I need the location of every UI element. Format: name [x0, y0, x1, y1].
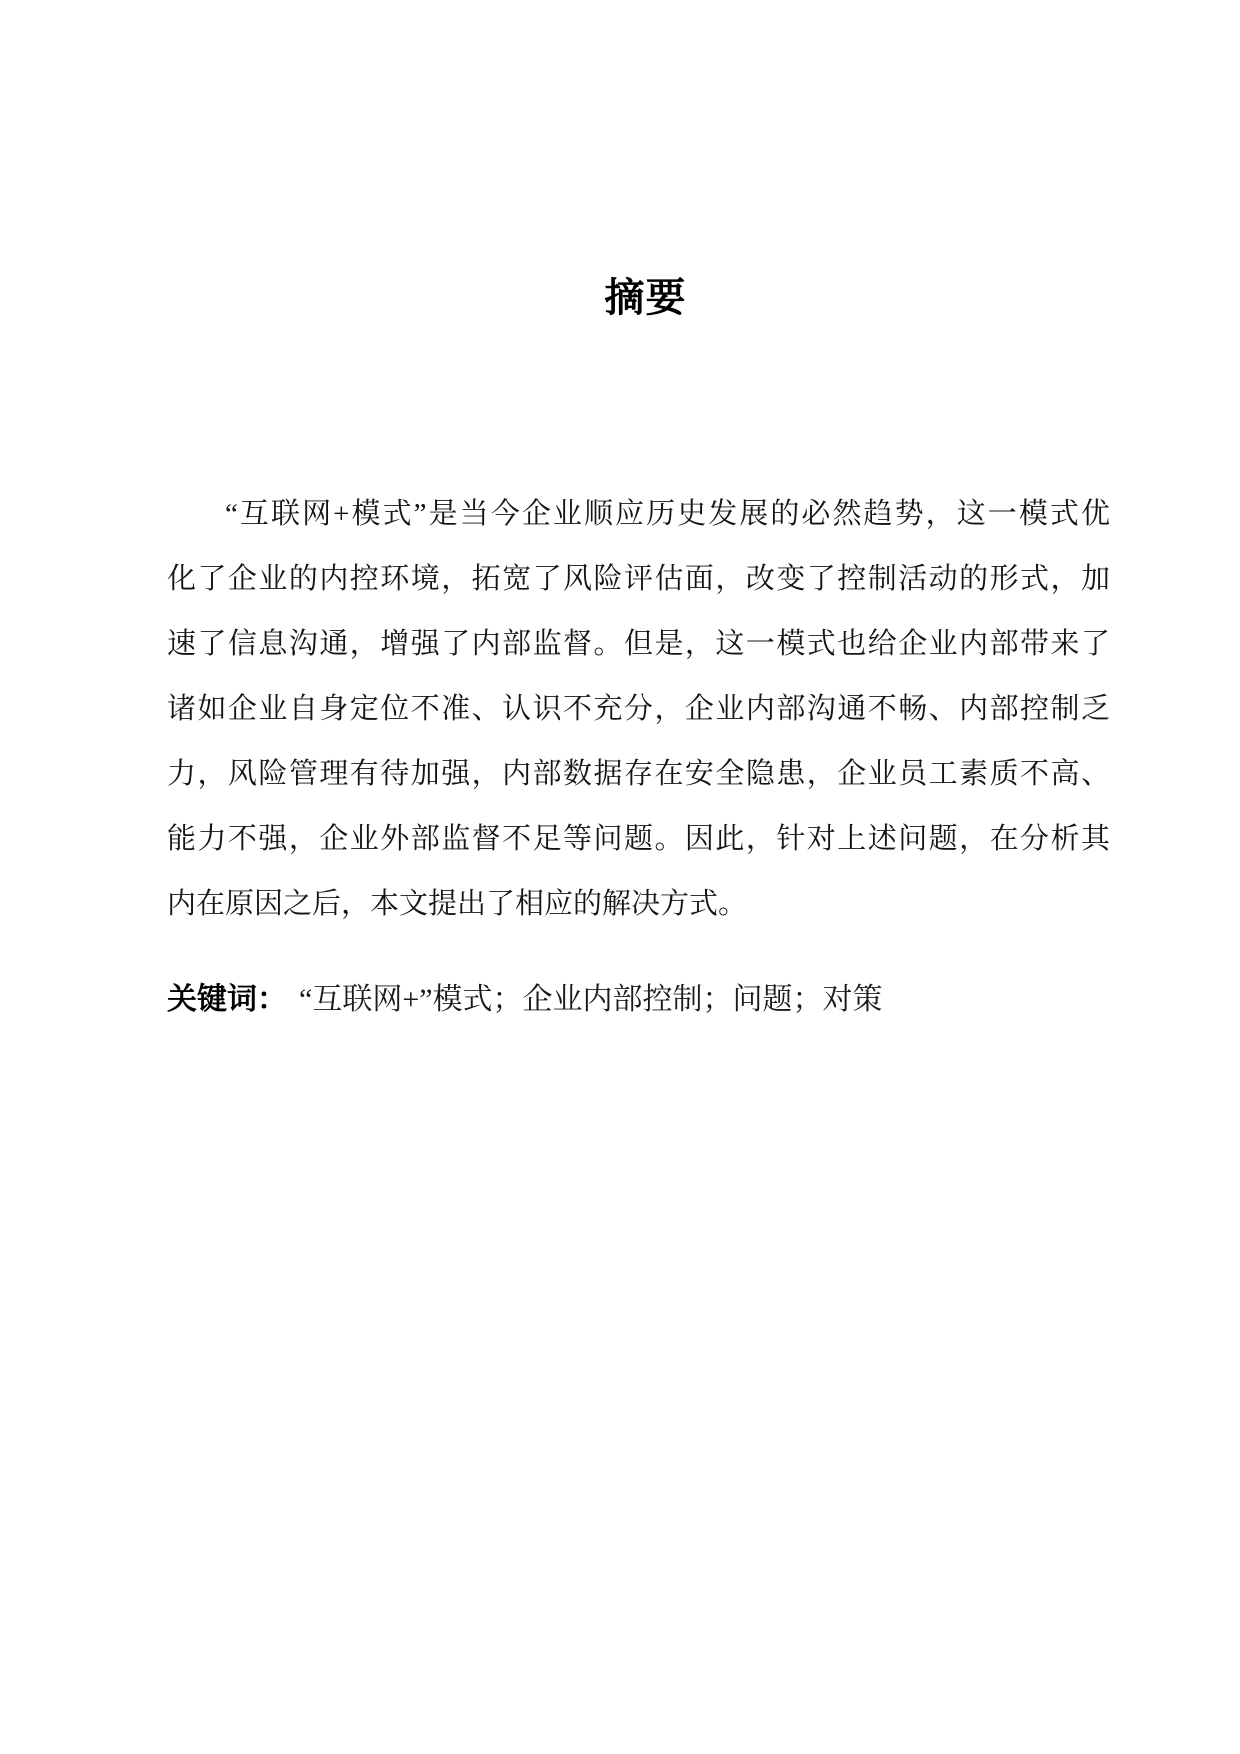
abstract-line: 内在原因之后，本文提出了相应的解决方式。 — [167, 888, 748, 920]
abstract-line: 速了信息沟通，增强了内部监督。但是，这一模式也给企业内部带来了 — [167, 628, 1110, 660]
keywords-content: “互联网+”模式；企业内部控制；问题；对策 — [299, 983, 883, 1016]
abstract-line: 能力不强，企业外部监督不足等问题。因此，针对上述问题，在分析其 — [167, 823, 1110, 855]
abstract-line: 诸如企业自身定位不准、认识不充分，企业内部沟通不畅、内部控制乏 — [167, 693, 1110, 725]
abstract-line: “互联网+模式”是当今企业顺应历史发展的必然趋势，这一模式优 — [225, 498, 1110, 530]
abstract-line: 力，风险管理有待加强，内部数据存在安全隐患，企业员工素质不高、 — [167, 758, 1110, 790]
keywords-row — [167, 977, 1110, 1023]
page-title: 摘要 — [604, 276, 687, 320]
abstract-line: 化了企业的内控环境，拓宽了风险评估面，改变了控制活动的形式，加 — [167, 563, 1110, 595]
keywords-label: 关键词： — [167, 983, 287, 1016]
abstract-paragraph — [167, 482, 1110, 937]
